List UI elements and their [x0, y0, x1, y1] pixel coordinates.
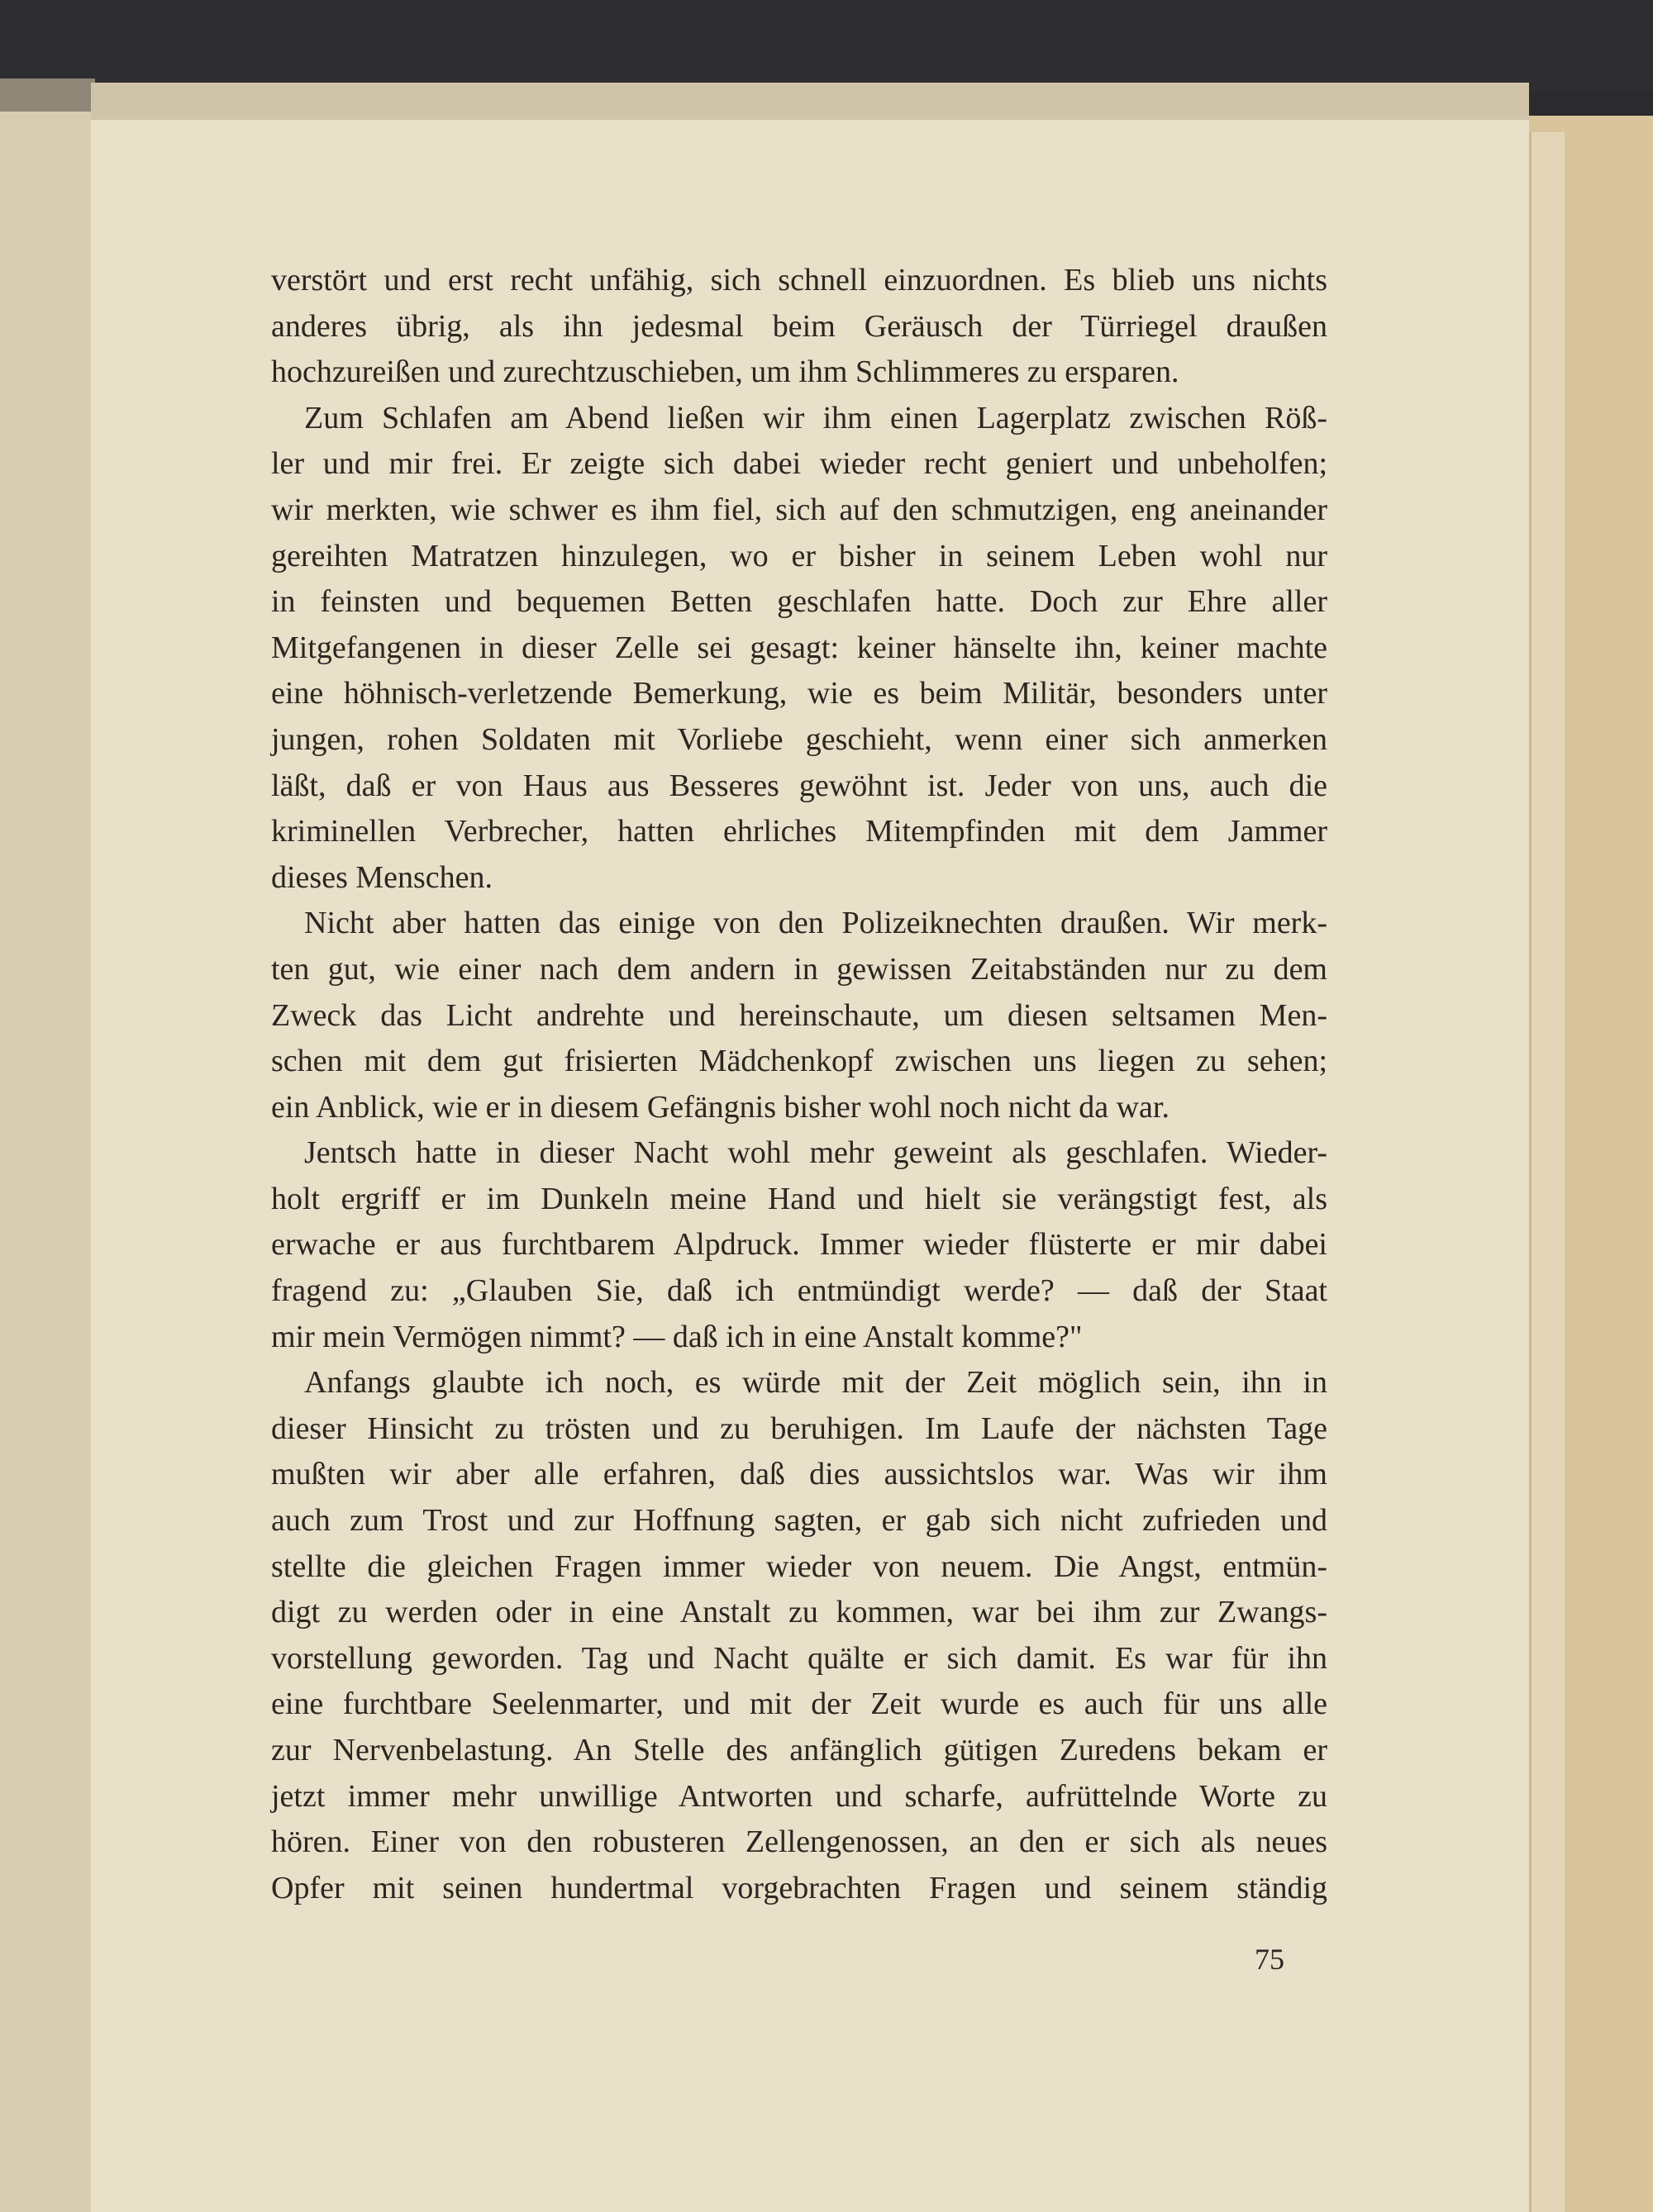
text-line: jetzt immer mehr unwillige Antworten und scharfe, aufrüttelnde Worte zu: [271, 1778, 1327, 1814]
text-line: digt zu werden oder in eine Anstalt zu kommen, war bei ihm zur Zwangs-: [271, 1595, 1327, 1630]
text-line: vorstellung geworden. Tag und Nacht quälte er sich damit. Es war für ihn: [271, 1640, 1327, 1676]
text-line: zur Nervenbelastung. An Stelle des anfänglich gütigen Zuredens bekam er: [271, 1733, 1327, 1767]
text-line: Anfangs glaubte ich noch, es würde mit der Zeit möglich sein, ihn in: [304, 1365, 1327, 1401]
body-text: [271, 258, 1327, 1911]
text-line: Mitgefangenen in dieser Zelle sei gesagt: keiner hänselte ihn, keiner machte: [271, 630, 1327, 665]
text-line: läßt, daß er von Haus aus Besseres gewöhnt ist. Jeder von uns, auch die: [271, 768, 1327, 803]
text-line: fragend zu: „Glauben Sie, daß ich entmündigt werde? — daß der Staat: [271, 1273, 1327, 1309]
text-line: verstört und erst recht unfähig, sich schnell einzuordnen. Es blieb uns nichts: [271, 263, 1327, 297]
text-line: ein Anblick, wie er in diesem Gefängnis bisher wohl noch nicht da war.: [271, 1089, 1169, 1125]
text-line: schen mit dem gut frisierten Mädchenkopf zwischen uns liegen zu sehen;: [271, 1044, 1327, 1079]
text-line: dieser Hinsicht zu trösten und zu beruhigen. Im Laufe der nächsten Tage: [271, 1410, 1327, 1446]
text-line: stellte die gleichen Fragen immer wieder von neuem. Die Angst, entmün-: [271, 1548, 1327, 1584]
text-line: eine furchtbare Seelenmarter, und mit der Zeit wurde es auch für uns alle: [271, 1686, 1327, 1722]
text-line: in feinsten und bequemen Betten geschlafen hatte. Doch zur Ehre aller: [271, 584, 1327, 620]
text-line: erwache er aus furchtbarem Alpdruck. Immer wieder flüsterte er mir dabei: [271, 1227, 1327, 1263]
text-line: Zum Schlafen am Abend ließen wir ihm einen Lagerplatz zwischen Röß-: [304, 400, 1327, 435]
text-line: Zweck das Licht andrehte und hereinschaute, um diesen seltsamen Men-: [271, 997, 1327, 1033]
text-line: wir merkten, wie schwer es ihm fiel, sich auf den schmutzigen, eng aneinander: [271, 492, 1327, 527]
text-line: auch zum Trost und zur Hoffnung sagten, er gab sich nicht zufrieden und: [271, 1503, 1327, 1539]
text-line: hören. Einer von den robusteren Zellengenossen, an den er sich als neues: [271, 1824, 1327, 1860]
text-line: mußten wir aber alle erfahren, daß dies aussichtslos war. Was wir ihm: [271, 1457, 1327, 1492]
text-line: Opfer mit seinen hundertmal vorgebrachten Fragen und seinem ständig: [271, 1870, 1327, 1905]
text-line: holt ergriff er im Dunkeln meine Hand und hielt sie verängstigt fest, als: [271, 1181, 1327, 1216]
text-line: dieses Menschen.: [271, 859, 493, 895]
text-line: Nicht aber hatten das einige von den Polizeiknechten draußen. Wir merk-: [304, 906, 1327, 941]
facing-page-edge: [0, 78, 95, 2212]
text-line: mir mein Vermögen nimmt? — daß ich in eine Anstalt komme?": [271, 1319, 1083, 1354]
page-top-shadow: [91, 83, 1529, 120]
text-line: kriminellen Verbrecher, hatten ehrliches Mitempfinden mit dem Jammer: [271, 814, 1327, 849]
text-line: ler und mir frei. Er zeigte sich dabei wieder recht geniert und unbeholfen;: [271, 446, 1327, 482]
scan-background: [0, 0, 1653, 91]
text-line: jungen, rohen Soldaten mit Vorliebe geschieht, wenn einer sich anmerken: [271, 721, 1327, 757]
text-line: Jentsch hatte in dieser Nacht wohl mehr geweint als geschlafen. Wieder-: [304, 1135, 1327, 1171]
binding-cloth: [0, 78, 95, 112]
text-line: hochzureißen und zurechtzuschieben, um ihm Schlimmeres zu ersparen.: [271, 354, 1179, 390]
text-line: ten gut, wie einer nach dem andern in gewissen Zeitabständen nur zu dem: [271, 951, 1327, 987]
page-stack-inner: [1529, 132, 1565, 2212]
text-line: gereihten Matratzen hinzulegen, wo er bisher in seinem Leben wohl nur: [271, 538, 1327, 573]
text-line: eine höhnisch-verletzende Bemerkung, wie es beim Militär, besonders unter: [271, 676, 1327, 711]
page-number: 75: [1255, 1943, 1284, 1976]
text-line: anderes übrig, als ihn jedesmal beim Geräusch der Türriegel draußen: [271, 308, 1327, 344]
